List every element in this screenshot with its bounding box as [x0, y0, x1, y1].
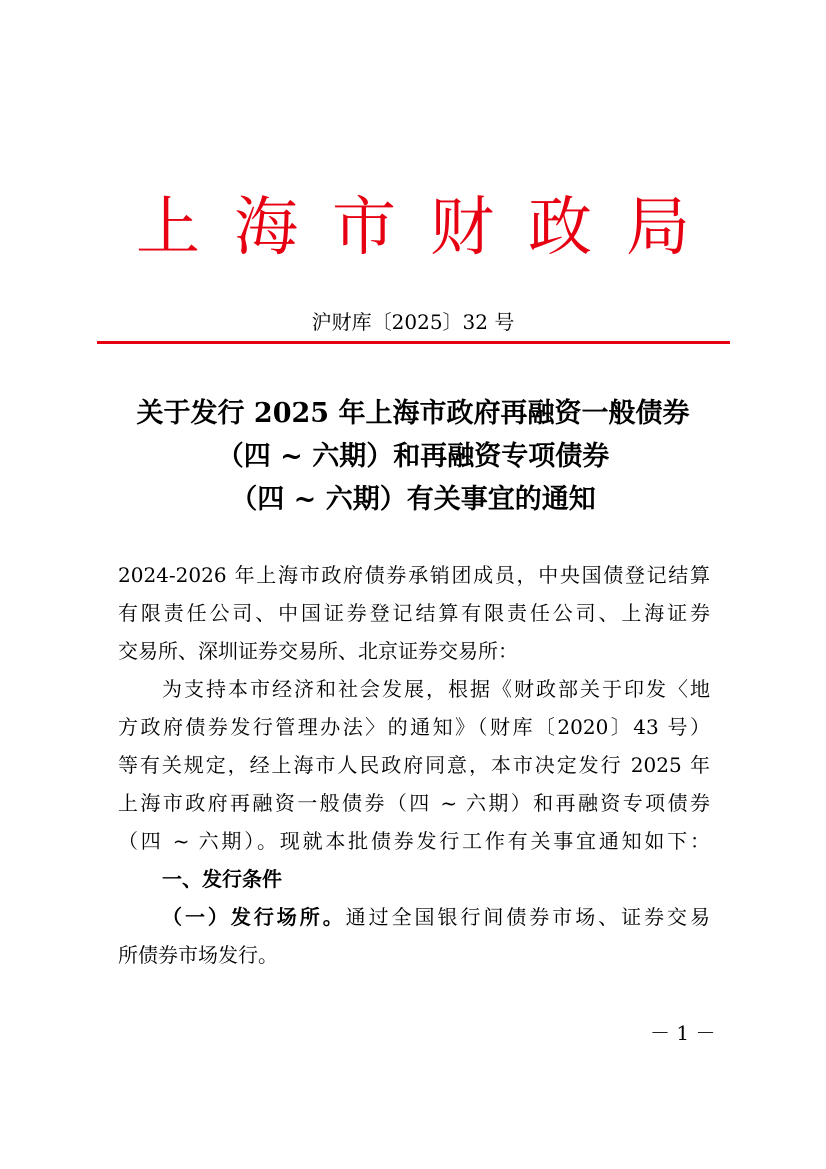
document-number: 沪财库〔2025〕32 号 — [311, 310, 515, 334]
paragraph-line-4: 上海市政府再融资一般债券（四 ~ 六期）和再融资专项债券 — [118, 791, 710, 815]
item-text-1: 通过全国银行间债券市场、证券交易 — [345, 905, 711, 929]
item-label: （一）发行场所。 — [162, 905, 346, 929]
paragraph-line-2: 方政府债券发行管理办法〉的通知》（财库〔2020〕43 号） — [118, 715, 710, 739]
item-line-1 — [118, 898, 710, 936]
page-number: － 1 － — [650, 1021, 716, 1045]
title-line-2: （四 ~ 六期）和再融资专项债券 — [216, 441, 610, 472]
paragraph-line-1: 为支持本市经济和社会发展，根据《财政部关于印发〈地 — [162, 677, 710, 701]
paragraph-line-3: 等有关规定，经上海市人民政府同意，本市决定发行 2025 年 — [118, 753, 710, 777]
paragraph-line-5: （四 ~ 六期）。现就本批债券发行工作有关事宜通知如下： — [118, 829, 710, 853]
recipients-line-1: 2024-2026 年上海市政府债券承销团成员，中央国债登记结算 — [118, 563, 710, 587]
title-line-1: 关于发行 2025 年上海市政府再融资一般债券 — [136, 398, 690, 429]
red-divider-line — [97, 341, 730, 344]
title-line-3: （四 ~ 六期）有关事宜的通知 — [230, 484, 596, 515]
recipients-line-2: 有限责任公司、中国证券登记结算有限责任公司、上海证券 — [118, 601, 710, 625]
item-line-2: 所债券市场发行。 — [118, 943, 278, 967]
section-heading: 一、发行条件 — [162, 867, 282, 891]
notice-title — [90, 392, 736, 521]
notice-body — [118, 556, 710, 974]
masthead-title: 上海市财政局 — [136, 191, 724, 265]
recipients-line-3: 交易所、深圳证券交易所、北京证券交易所： — [118, 639, 518, 663]
